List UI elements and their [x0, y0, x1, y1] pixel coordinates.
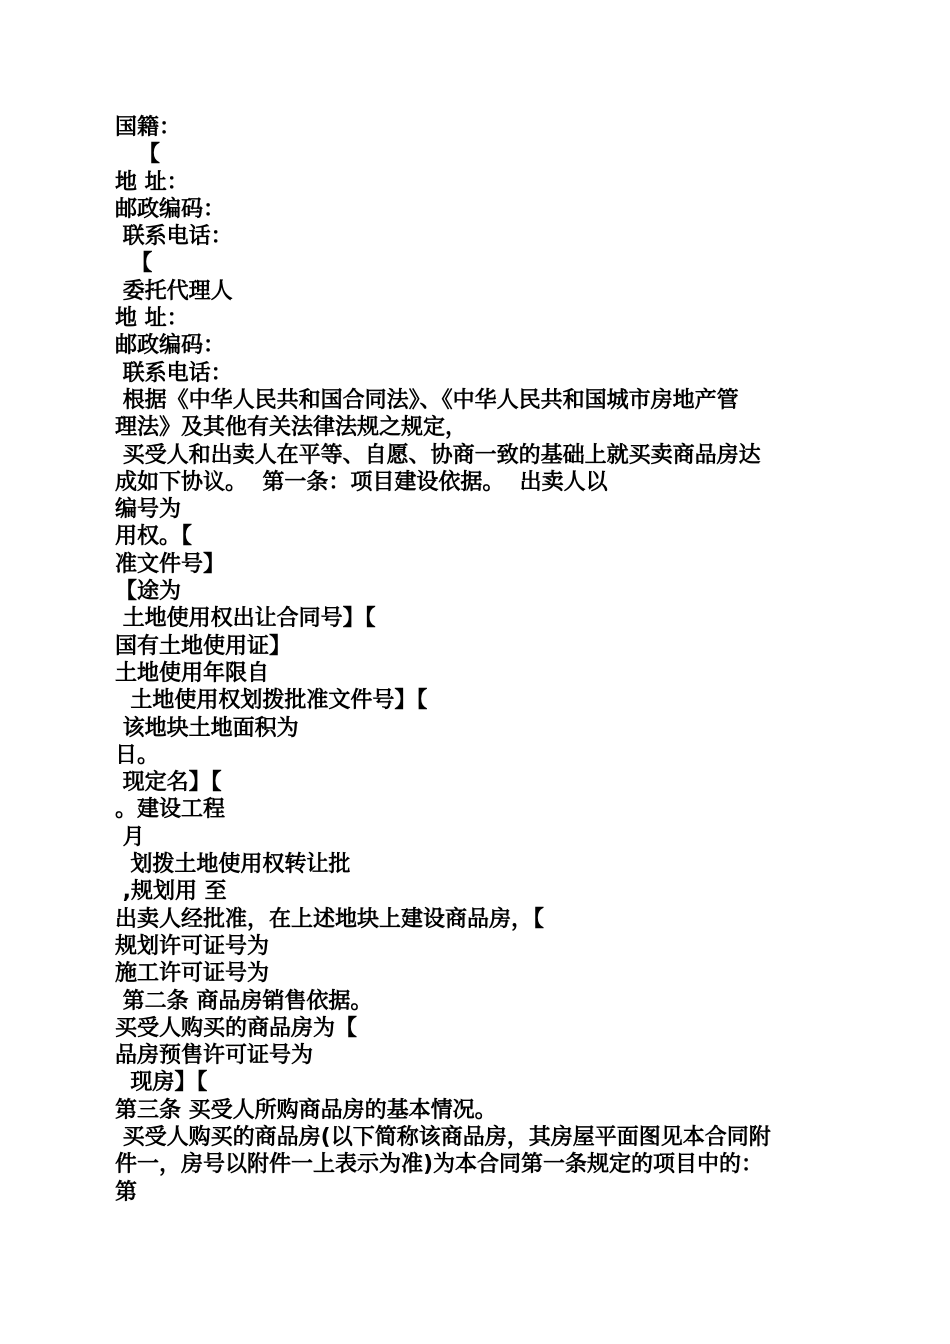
text-line: 准文件号】: [115, 551, 226, 577]
text-line: 邮政编码：: [115, 333, 226, 359]
text-line: 【: [115, 251, 153, 277]
text-line: 第二条 商品房销售依据。: [115, 988, 373, 1014]
text-line: 买受人购买的商品房(以下简称该商品房，其房屋平面图见本合同附: [115, 1124, 771, 1150]
text-line: 编号为: [115, 497, 182, 523]
text-line: 买受人购买的商品房为【: [115, 1015, 358, 1041]
text-line: 买受人和出卖人在平等、自愿、协商一致的基础上就买卖商品房达: [115, 442, 761, 468]
text-line: 理法》及其他有关法律法规之规定，: [115, 415, 468, 441]
text-line: 该地块土地面积为: [115, 715, 299, 741]
text-line: 月: [115, 824, 145, 850]
text-line: 土地使用年限自: [115, 660, 270, 686]
text-line: 。建设工程: [115, 797, 226, 823]
text-line: 施工许可证号为: [115, 961, 270, 987]
text-line: 出卖人经批准，在上述地块上建设商品房，【: [115, 906, 545, 932]
text-line: 划拨土地使用权转让批: [115, 852, 351, 878]
text-line: 日。: [115, 742, 160, 768]
text-line: 联系电话：: [115, 360, 233, 386]
text-line: 现房】【: [115, 1070, 208, 1096]
document-body: [115, 114, 835, 1206]
text-line: 国有土地使用证】: [115, 633, 292, 659]
text-line: 根据《中华人民共和国合同法》、《中华人民共和国城市房地产管: [115, 387, 739, 413]
text-line: 品房预售许可证号为: [115, 1043, 314, 1069]
text-line: 【: [115, 142, 160, 168]
text-line: 成如下协议。 第一条：项目建设依据。 出卖人以: [115, 469, 608, 495]
text-line: 国籍：: [115, 115, 182, 140]
text-line: 现定名】【: [115, 770, 222, 796]
text-line: 土地使用权出让合同号】【: [115, 606, 376, 632]
text-line: 邮政编码：: [115, 196, 226, 222]
text-line: 第: [115, 1179, 138, 1205]
text-line: 联系电话：: [115, 224, 233, 250]
text-line: 用权。【: [115, 524, 193, 550]
text-line: 委托代理人: [115, 278, 233, 304]
text-line: 【途为: [115, 579, 182, 605]
text-line: 第三条 买受人所购商品房的基本情况。: [115, 1097, 497, 1123]
text-line: 土地使用权划拨批准文件号】【: [115, 688, 428, 714]
text-line: 地 址：: [115, 169, 189, 195]
text-line: 规划许可证号为: [115, 933, 270, 959]
text-line: ,规划用 至: [115, 879, 227, 905]
text-line: 件一，房号以附件一上表示为准)为本合同第一条规定的项目中的：: [115, 1152, 764, 1178]
text-line: 地 址：: [115, 306, 189, 332]
